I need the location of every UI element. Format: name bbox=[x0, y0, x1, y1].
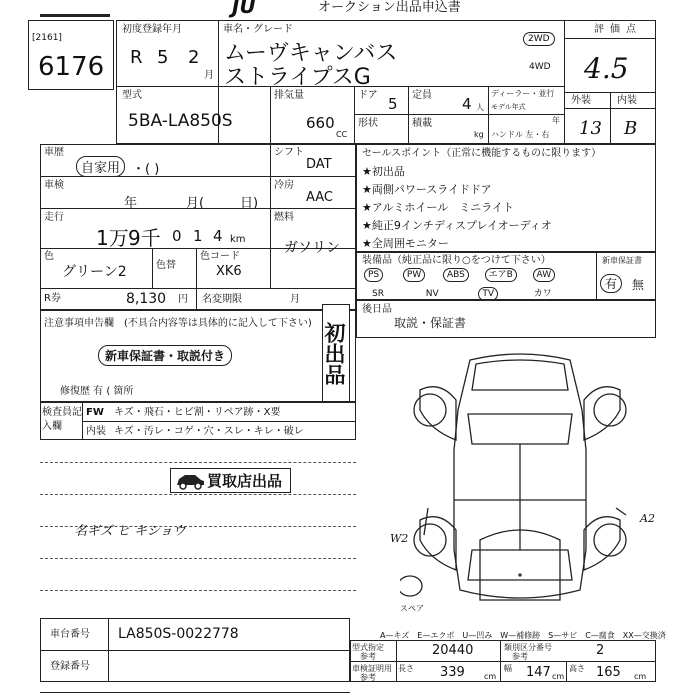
mileage-digit-1: 0 bbox=[172, 227, 182, 245]
entry-number: 6176 bbox=[38, 52, 105, 82]
color-code: XK6 bbox=[216, 264, 242, 279]
shape-label: 形状 bbox=[358, 118, 378, 129]
header-title: オークション出品申込書 bbox=[318, 0, 461, 15]
inspector-fw: FW bbox=[86, 407, 104, 418]
sales-point-item: ★両側パワースライドドア bbox=[362, 183, 492, 196]
type-label: 型式指定 bbox=[352, 643, 384, 652]
bottom-edge-rule bbox=[40, 692, 350, 693]
equip-nv: NV bbox=[425, 289, 439, 299]
auth-label: 名変期限 bbox=[202, 294, 242, 305]
inspection-day-unit: 日) bbox=[240, 196, 259, 211]
doors-label: ドア bbox=[358, 90, 378, 101]
handwritten-note: 名ギズ ヒ キショウ bbox=[74, 524, 186, 539]
car-icon bbox=[174, 471, 206, 491]
spare-label: スペア bbox=[400, 604, 424, 613]
notes-instruction: (不具合内容等は具体的に記入して下さい) bbox=[124, 318, 312, 329]
evaluation-label: 評価点 bbox=[594, 24, 642, 35]
shift-value: DAT bbox=[306, 157, 332, 172]
ac-value: AAC bbox=[306, 190, 333, 205]
registration-year: 5 bbox=[157, 47, 169, 68]
car-name-line1: ムーヴキャンバス bbox=[224, 41, 398, 66]
cert-label: 車検証明用 bbox=[352, 664, 392, 673]
registration-era: R bbox=[130, 47, 143, 68]
sales-points-label: セールスポイント（正常に機能するものに限ります） bbox=[362, 148, 602, 159]
equipment-row1 bbox=[364, 268, 555, 282]
inspection-month-unit: 月( bbox=[186, 196, 205, 211]
repaint-label: 色替 bbox=[156, 260, 176, 271]
capacity-unit: 人 bbox=[476, 103, 484, 112]
entry-code: [2161] bbox=[32, 33, 62, 43]
displacement-value: 660 bbox=[306, 114, 335, 132]
mileage-man: 1万 bbox=[96, 226, 129, 250]
equip-leather: カワ bbox=[533, 289, 552, 299]
damage-mark-w2: W2 bbox=[390, 532, 409, 545]
registration-month-unit: 月 bbox=[204, 70, 214, 81]
exterior-score: 13 bbox=[579, 118, 602, 139]
doors-value: 5 bbox=[388, 95, 398, 113]
model-year-label: モデル年式 bbox=[491, 103, 526, 111]
equipment-row2 bbox=[372, 286, 552, 301]
inspection-label: 車検 bbox=[44, 180, 64, 191]
buy-store-stamp: 買取店出品 bbox=[170, 468, 291, 493]
capacity-value: 4 bbox=[462, 95, 472, 113]
sales-points-list bbox=[362, 163, 552, 253]
drive-4wd: 4WD bbox=[529, 62, 551, 72]
interior-label: 内装 bbox=[617, 95, 637, 106]
class-ref: 参考 bbox=[512, 652, 528, 661]
auth-month-unit: 月 bbox=[290, 294, 300, 305]
car-name-line2: ストライプスG bbox=[224, 65, 371, 90]
equip-sr: SR bbox=[372, 289, 384, 299]
warranty-has: 有 bbox=[600, 274, 622, 293]
class-label: 類別区分番号 bbox=[504, 643, 552, 652]
class-value: 2 bbox=[596, 643, 605, 658]
exterior-label: 外装 bbox=[571, 95, 591, 106]
displacement-unit: CC bbox=[336, 130, 348, 139]
inspection-year-unit: 年 bbox=[124, 196, 138, 211]
drive-2wd: 2WD bbox=[523, 32, 555, 46]
height-label: 高さ bbox=[569, 664, 585, 673]
type-ref: 参考 bbox=[360, 652, 376, 661]
model-label: 型式 bbox=[122, 90, 142, 101]
equip-abs: ABS bbox=[443, 268, 469, 282]
color-value: グリーン2 bbox=[62, 264, 127, 280]
car-diagram bbox=[400, 350, 640, 620]
fuel-label: 燃料 bbox=[274, 212, 294, 223]
handle-label: ハンドル 左・右 bbox=[491, 130, 550, 139]
registration-label: 初度登録年月 bbox=[122, 24, 182, 35]
mileage-label: 走行 bbox=[44, 212, 64, 223]
evaluation-score: 4.5 bbox=[584, 52, 629, 85]
car-label: 車名・グレード bbox=[223, 24, 293, 35]
equip-aw: AW bbox=[533, 268, 556, 282]
displacement-label: 排気量 bbox=[274, 90, 304, 101]
warranty-card-label: 新車保証書 bbox=[602, 256, 642, 265]
sales-point-item: ★全周囲モニター bbox=[362, 237, 449, 250]
height-unit: cm bbox=[634, 672, 647, 681]
recycle-label: R券 bbox=[44, 293, 61, 304]
after-day-value: 取説・保証書 bbox=[394, 316, 467, 330]
reg-number-label: 登録番号 bbox=[50, 661, 90, 672]
repair-history: 修復歴 有 ( 箇所 bbox=[60, 386, 134, 397]
warranty-none: 無 bbox=[632, 278, 645, 292]
color-label: 色 bbox=[44, 251, 54, 262]
color-code-label: 色コード bbox=[200, 251, 240, 262]
sales-point-item: ★純正9インチディスプレイオーディオ bbox=[362, 219, 552, 232]
load-label: 積載 bbox=[412, 118, 432, 129]
mileage-digit-3: 4 bbox=[213, 227, 223, 245]
header-logo: JU bbox=[232, 0, 256, 18]
inspector-label: 検査員記入欄 bbox=[42, 407, 82, 432]
width-value: 147 bbox=[526, 665, 551, 680]
model-year-unit: 年 bbox=[552, 116, 560, 125]
equip-pw: PW bbox=[403, 268, 425, 282]
capacity-label: 定員 bbox=[412, 90, 432, 101]
interior-score: B bbox=[624, 118, 638, 139]
sales-point-item: ★初出品 bbox=[362, 165, 405, 178]
chassis-label: 車台番号 bbox=[50, 629, 90, 640]
after-day-label: 後日品 bbox=[362, 304, 392, 315]
length-value: 339 bbox=[440, 665, 465, 680]
inspector-interior: 内装 bbox=[86, 426, 106, 437]
shift-label: シフト bbox=[274, 147, 304, 158]
chassis-value: LA850S-0022778 bbox=[118, 626, 239, 642]
warranty-stamp: 新車保証書・取説付き bbox=[98, 345, 232, 366]
equipment-label: 装備品（純正品に限り○をつけて下さい） bbox=[362, 255, 551, 266]
width-label: 幅 bbox=[504, 664, 512, 673]
mileage-digit-2: 1 bbox=[193, 227, 203, 245]
width-unit: cm bbox=[552, 672, 565, 681]
height-value: 165 bbox=[596, 665, 621, 680]
length-label: 長さ bbox=[398, 664, 414, 673]
inspector-fw-text: キズ・飛石・ヒビ割・リペア跡・X要 bbox=[114, 407, 281, 418]
ac-label: 冷房 bbox=[274, 180, 294, 191]
sales-point-item: ★アルミホイール ミニライト bbox=[362, 201, 514, 214]
type-value: 20440 bbox=[432, 643, 474, 658]
mileage-unit: km bbox=[230, 234, 246, 245]
notes-label: 注意事項申告欄 bbox=[44, 318, 114, 329]
history-paren: ・( ) bbox=[132, 162, 160, 177]
equip-ps: PS bbox=[364, 268, 383, 282]
recycle-value: 8,130 bbox=[126, 291, 167, 307]
equip-tv: TV bbox=[478, 287, 498, 301]
dealer-label: ディーラー・並行 bbox=[491, 89, 555, 98]
inspector-interior-text: キズ・汚レ・コゲ・穴・スレ・キレ・破レ bbox=[114, 426, 304, 437]
damage-mark-a2: A2 bbox=[640, 512, 655, 525]
history-value: 自家用 bbox=[76, 156, 125, 177]
damage-legend: A—キズ E—エクボ U—凹み W—補修跡 S—サビ C—腐食 XX—交換済 bbox=[380, 631, 666, 640]
registration-month: 2 bbox=[188, 47, 200, 68]
header-rule bbox=[40, 14, 110, 17]
load-unit: kg bbox=[474, 130, 484, 139]
recycle-unit: 円 bbox=[178, 294, 188, 305]
equip-airbag: エアB bbox=[485, 268, 517, 282]
mileage-sen: 9千 bbox=[128, 226, 161, 250]
first-listing-stamp: 初出品 bbox=[322, 304, 350, 402]
length-unit: cm bbox=[484, 672, 497, 681]
model-value: 5BA-LA850S bbox=[128, 111, 233, 131]
fuel-value: ガソリン bbox=[284, 240, 340, 256]
history-label: 車歴 bbox=[44, 147, 64, 158]
cert-ref: 参考 bbox=[360, 673, 376, 682]
